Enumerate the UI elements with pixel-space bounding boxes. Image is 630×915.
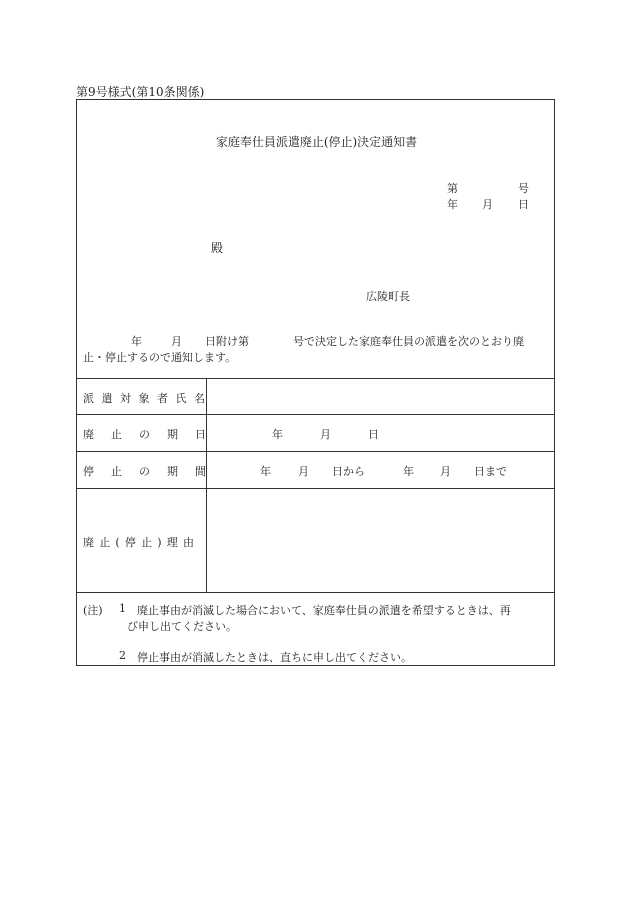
- label-suspension-period: 停止の期間: [83, 465, 223, 478]
- notes-prefix: (注): [83, 604, 103, 617]
- label-abolition-date: 廃止の期日: [83, 428, 223, 441]
- note-2-number: 2: [119, 649, 126, 662]
- date-year: 年: [447, 198, 458, 211]
- addressee-honorific: 殿: [211, 241, 224, 255]
- date-month: 月: [482, 198, 493, 211]
- reason-field[interactable]: [208, 490, 552, 590]
- body-year: 年: [131, 335, 142, 348]
- suspension-start-year: 年: [260, 465, 271, 478]
- suspension-end-month: 月: [440, 465, 451, 478]
- suspension-start-month: 月: [298, 465, 309, 478]
- issuer-title: 広陵町長: [366, 290, 410, 303]
- abolition-year: 年: [272, 428, 283, 441]
- suspension-start-day: 日から: [332, 465, 365, 478]
- label-reason: 廃止(停止)理由: [83, 536, 200, 549]
- suspension-end-day: 日まで: [474, 465, 507, 478]
- document-title: 家庭奉仕員派遣廃止(停止)決定通知書: [215, 135, 418, 149]
- body-text-line2: 止・停止するので通知します。: [83, 351, 237, 364]
- number-suffix: 号: [518, 182, 529, 195]
- date-day: 日: [518, 198, 529, 211]
- suspension-end-year: 年: [403, 465, 414, 478]
- note-1-number: 1: [119, 602, 126, 615]
- notice-form: [76, 99, 555, 666]
- note-1-line1: 廃止事由が消滅した場合において、家庭奉仕員の派遣を希望するときは、再: [137, 604, 511, 617]
- recipient-name-field[interactable]: [208, 380, 552, 413]
- number-prefix: 第: [447, 182, 458, 195]
- label-recipient-name: 派遣対象者氏名: [83, 392, 213, 405]
- note-1-line2: び申し出てください。: [127, 620, 237, 633]
- abolition-month: 月: [320, 428, 331, 441]
- body-date-ref: 日附け第: [205, 335, 249, 348]
- abolition-day: 日: [368, 428, 379, 441]
- body-text-line1: 号で決定した家庭奉仕員の派遣を次のとおり廃: [293, 335, 524, 348]
- note-2-text: 停止事由が消滅したときは、直ちに申し出てください。: [137, 651, 412, 664]
- form-number-label: 第9号様式(第10条関係): [76, 85, 205, 99]
- body-month: 月: [171, 335, 182, 348]
